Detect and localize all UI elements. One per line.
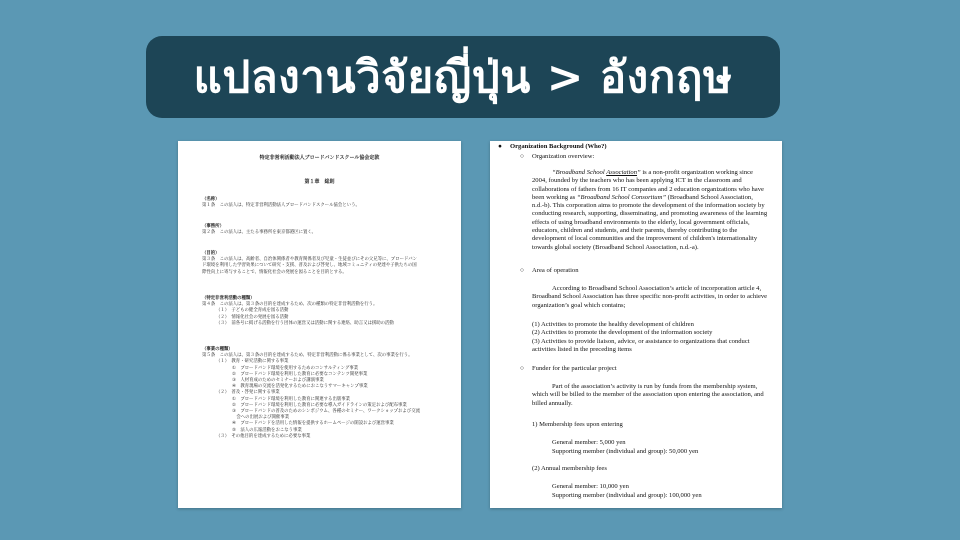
jp-article-5-item: ② ブロードバンド環境を利用した教育に必要な導入ガイドラインの策定および配布事業 [232,402,407,408]
bullet-circle: ○ [520,153,524,160]
jp-article-4-item: （２） 情報化社会の発展を図る活動 [216,314,289,320]
activities-list [532,321,772,354]
jp-article-1-text: 第１条 この法人は、特定非営利活動法人ブロードバンドスクール協会という。 [202,203,360,209]
jp-article-5-item: ② ブロードバンド環境を利用した教育に必要なコンテンツ開発事業 [232,371,368,377]
jp-article-5-list [202,359,442,440]
jp-doc-title: 特定非営利活動法人ブロードバンドスクール協会定款 [259,155,380,161]
fee-entering-heading: 1) Membership fees upon entering [532,421,623,428]
jp-article-5-item: ③ 人材育成のためのセミナーおよび講演事業 [232,378,324,384]
fee-annual-supporting: Supporting member (individual and group): 100,000 yen [552,492,702,499]
activity-item: activities listed in the preceding items [532,345,632,353]
jp-office-heading: （事務所） [202,224,224,229]
bullet-circle: ○ [520,267,524,274]
overview-label: Organization overview: [532,153,595,160]
jp-article-4-item: （１） 子どもの健全育成を図る活動 [216,308,289,314]
overview-line: educators, children and students, and their parents, thereby contributing to the [532,227,738,235]
area-paragraph [532,285,772,310]
jp-name-heading: （名称） [202,197,220,202]
fee-entering-supporting: Supporting member (individual and group): 50,000 yen [552,448,699,455]
jp-article-5-item: ① ブロードバンド環境を使用するためのコンサルティング事業 [232,365,359,371]
jp-article-3-line: ド環境を利用した学習効果について研究・支援、普及および啓発し、地域コミュニティの発達や子供たちの国 [202,263,417,269]
jp-article-5 [202,347,442,440]
banner-title: แปลงานวิจัยญี่ปุ่น > อังกฤษ [193,52,733,103]
funder-line: billed annually. [532,399,573,407]
activity-item: (2) Activities to promote the development of the information society [532,329,713,337]
jp-types-heading: （特定非営利活動の種類） [202,296,255,301]
jp-article-5-item: ④ 教育現場の交流を活発化するためにおこなうサマーキャンプ事業 [232,384,368,390]
activity-item: (3) Activities to provide liaison, advice, or assistance to organizations that conduct [532,337,750,345]
jp-article-5-item: ⑤ 法人の広報活動をおこなう事業 [232,427,302,433]
activity-item: (1) Activities to promote the healthy development of children [532,321,694,328]
title-banner [146,36,780,118]
org-name-italic: “Broadband School Association” [552,169,641,176]
overview-paragraph [532,169,772,252]
jp-article-3 [202,251,442,276]
overview-line: development of local communities and the improvement of children's internationality [532,235,758,243]
funder-paragraph [532,383,772,408]
jp-business-heading: （事業の種類） [202,347,233,352]
jp-article-4-text: 第４条 この法人は、第３条の目的を達成するため、次の種類の特定非営利活動を行う。 [202,302,378,308]
funder-line: Part of the association’s activity is run by funds from the membership system, [552,383,758,390]
jp-article-4 [202,296,442,327]
overview-line: conducting research, supporting, disseminating, and promoting awareness of the learning [532,210,768,218]
fee-entering-general: General member: 5,000 yen [552,439,626,446]
overview-first-line: “Broadband School Association” is a non-profit organization working since [552,169,753,176]
area-line: Broadband School Association has three specific non-profit activities, in order to achieve [532,293,768,301]
jp-article-5-item: 会への出展および開催事業 [232,415,290,421]
organization-background-heading: Organization Background (Who?) [510,143,607,150]
bullet-dot: ● [498,143,502,150]
jp-article-5-text: 第５条 この法人は、第３条の目的を達成するため、特定非営利活動に係る事業として、次の事業を行う。 [202,353,413,359]
jp-article-5-item: （３） その他目的を達成するために必要な事業 [216,433,311,439]
jp-article-3-line: 第３条 この法人は、高齢者、自治体関係者や教育関係者及び児童・生徒並びにその父兄等に、ブロードバン [202,257,418,263]
jp-article-5-item: ① ブロードバンド環境を利用した教育に関連する出版事業 [232,396,351,402]
jp-article-5-item: （２） 普及・啓発に関する事業 [216,390,280,396]
area-line: According to Broadband School Association’s article of incorporation article 4, [552,285,762,292]
overview-line: effects of using broadband environments to the elderly, local government officials, [532,218,750,226]
fee-annual-general: General member: 10,000 yen [552,483,629,490]
jp-article-3-line: 際性向上に寄与することで、情報化社会の発展を図ることを目的とする。 [202,269,347,275]
jp-purpose-heading: （目的） [202,251,220,256]
jp-article-1 [202,197,442,209]
area-line: organization’s goal which contains; [532,301,626,309]
funder-line: which will be billed to the member of the association upon entering the association, and [532,391,764,399]
jp-article-5-item: ④ ブロードバンドを活用した情報を提供するホームページの開設および運営事業 [232,421,394,427]
english-translation-page [490,141,782,508]
japanese-document-page [178,141,461,508]
jp-article-5-item: （１） 教育・研究活動に関する事業 [216,359,289,365]
overview-line: collaborations of fathers from 16 IT companies and 2 education organizations who have [532,185,764,193]
overview-line: been working as “Broadband School Consortium” (Broadband School Association, [532,193,753,201]
overview-line: towards global society (Broadband School Association, n.d.-a). [532,243,699,251]
fee-annual-heading: (2) Annual membership fees [532,465,607,472]
jp-article-4-item: （３） 前各号に掲げる活動を行う団体の運営又は活動に関する連絡、助言又は援助の活動 [216,320,394,326]
jp-chapter-heading: 第１章 総則 [304,179,335,185]
overview-line: 2004, founded by the teachers who has been applying ICT in the classroom and [532,177,742,185]
jp-article-2 [202,224,442,236]
overview-line: n.d.-b). This corporation aims to promote the development of the information society by [532,202,765,210]
funder-label: Funder for the particular project [532,365,617,372]
jp-article-5-item: ③ ブロードバンドの普及のためのシンポジウム、各種のセミナー、ワークショップおよび交流 [232,409,420,415]
bullet-circle: ○ [520,365,524,372]
jp-article-2-text: 第２条 この法人は、主たる事務所を東京都港区に置く。 [202,230,317,236]
area-label: Area of operation [532,267,579,274]
